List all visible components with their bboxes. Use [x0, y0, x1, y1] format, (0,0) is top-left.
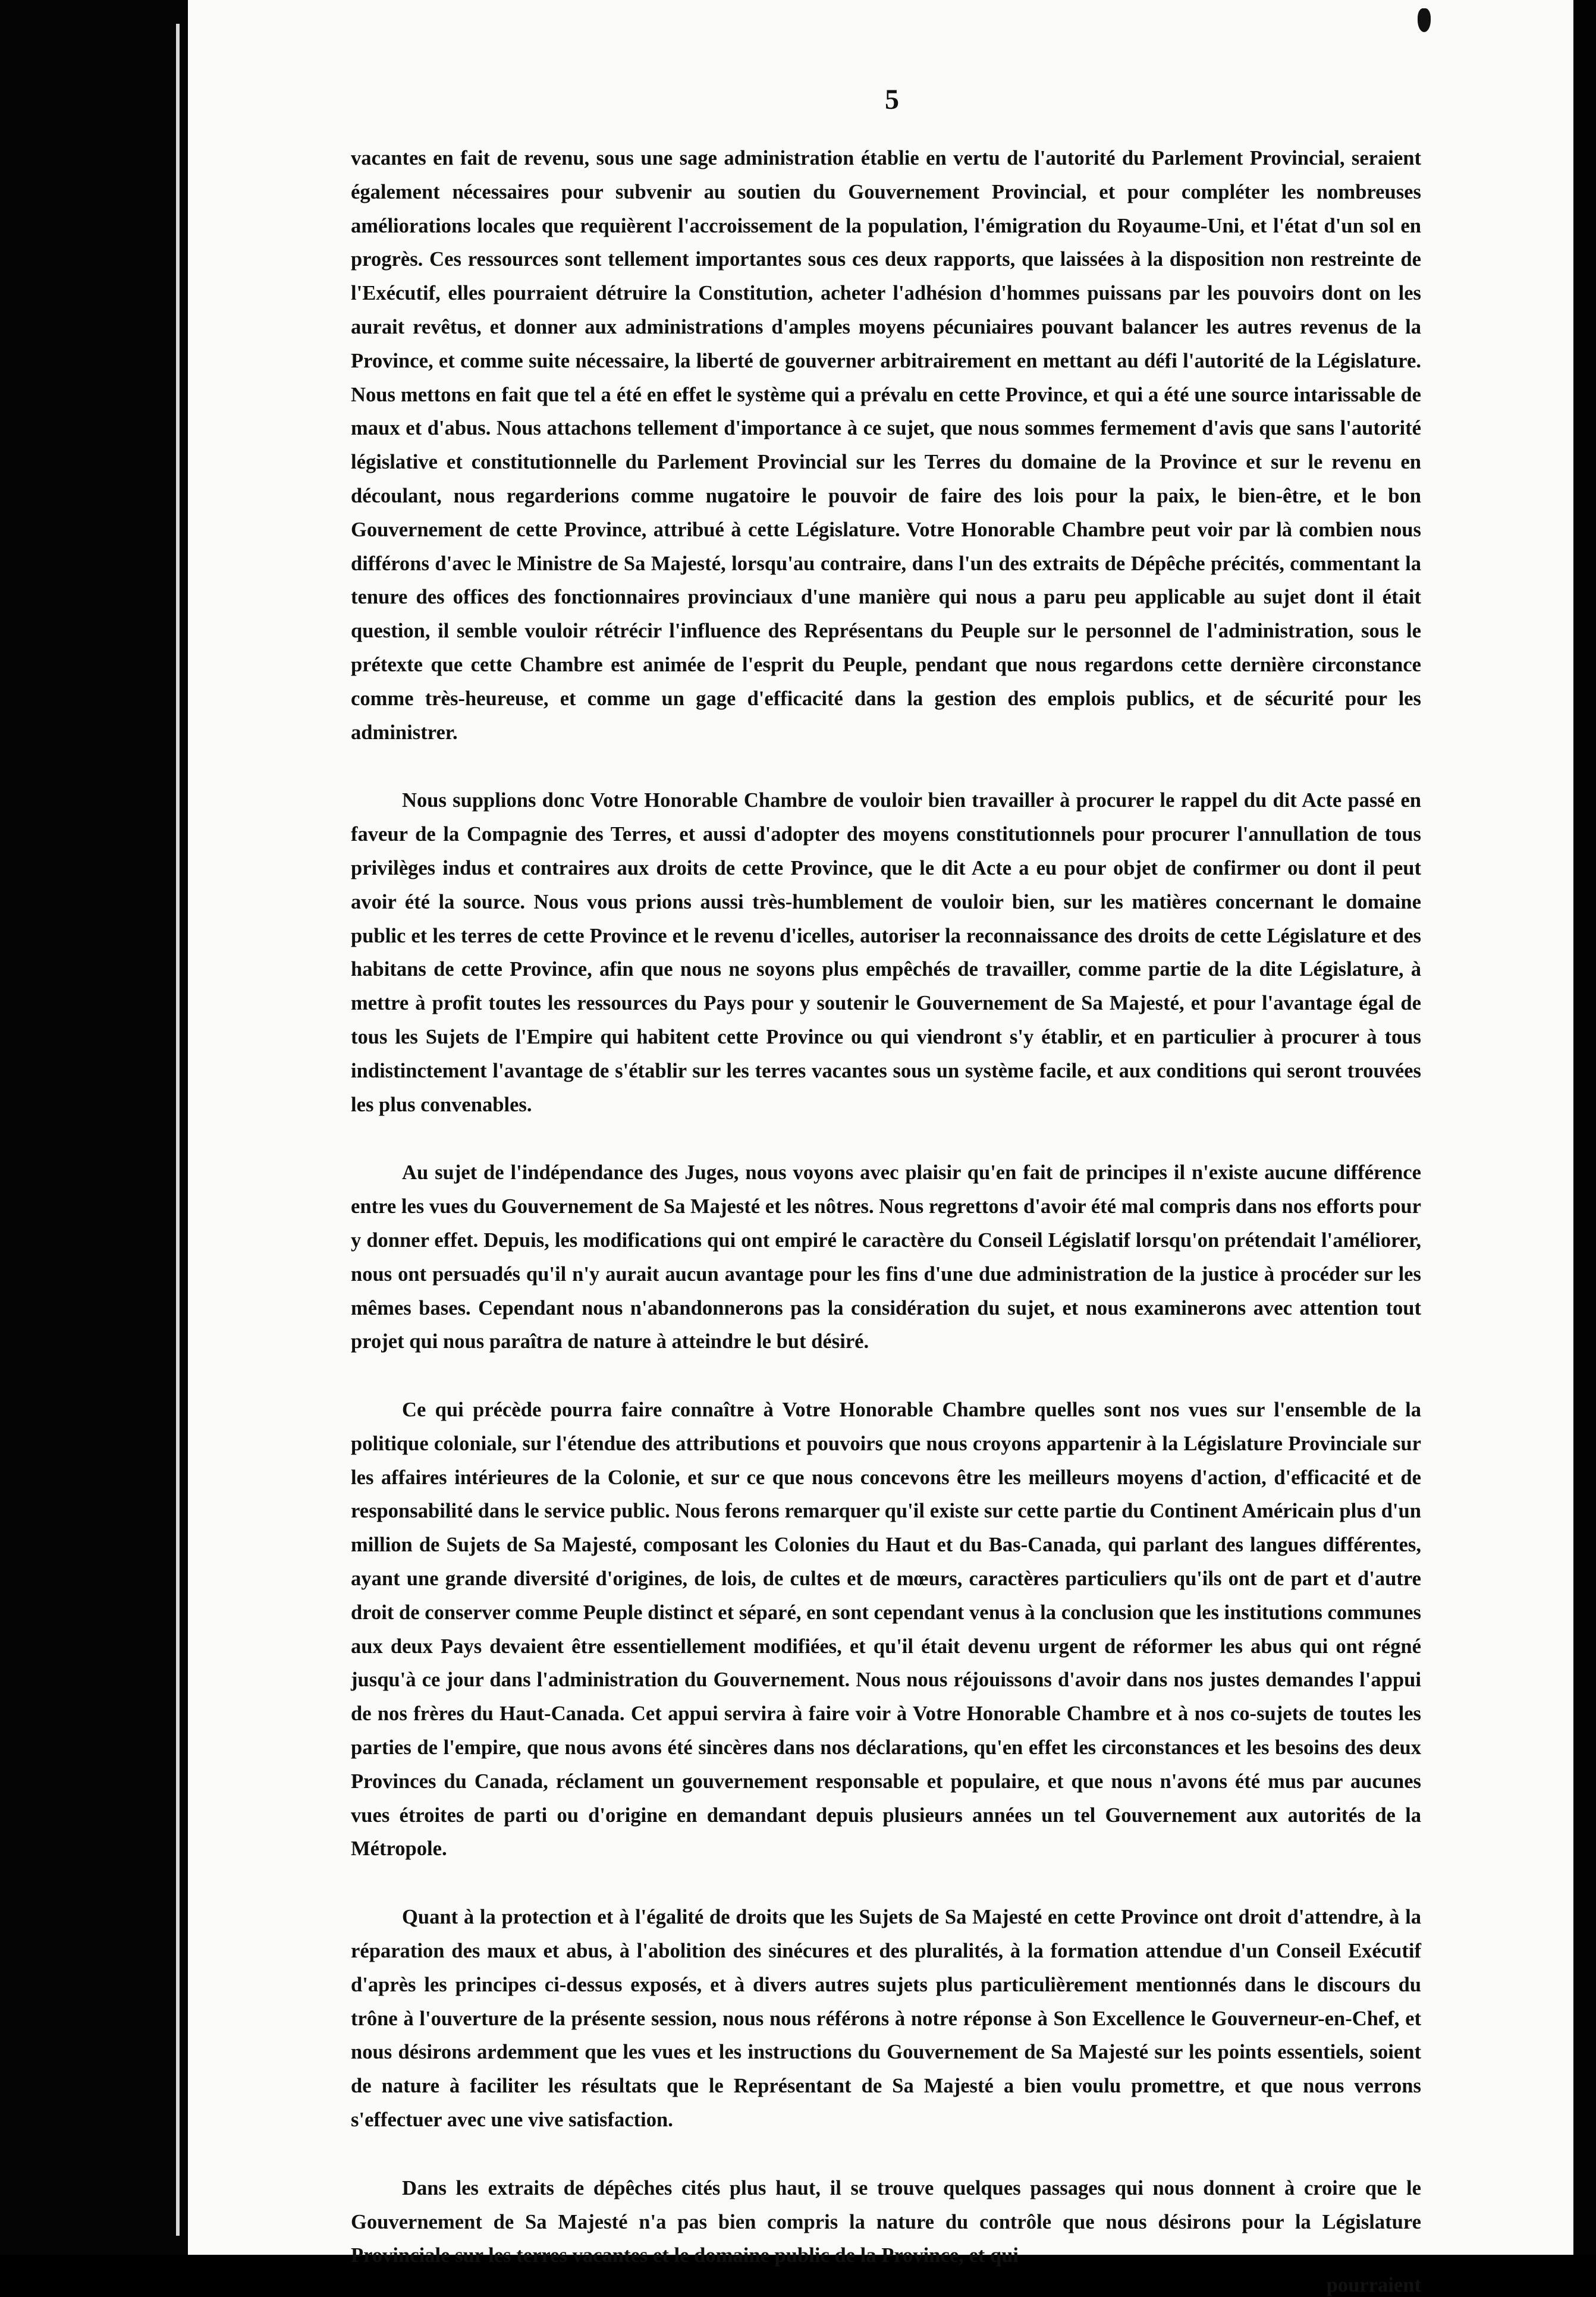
catchword: pourraient [1326, 2274, 1421, 2296]
text-column [351, 142, 1421, 2273]
page-number: 5 [885, 84, 899, 115]
paragraph: Quant à la protection et à l'égalité de droits que les Sujets de Sa Majesté en cette Province ont droit d'attendre, à la réparation des maux et abus, à l'abolition des sinécures et des pluralités, à la formation attendue d'un Conseil Exécutif d'après les principes ci-dessus exposés, et à divers autres sujets plus particulièrement mentionnés dans le discours du trône à l'ouverture de la présente session, nous nous référons à notre réponse à Son Excellence le Gouverneur-en-Chef, et nous désirons ardemment que les vues et les instructions du Gouvernement de Sa Majesté sur les points essentiels, soient de nature à faciliter les résultats que le Représentant de Sa Majesté a bien voulu promettre, et que nous verrons s'effectuer avec une vive satisfaction. [351, 1906, 1421, 2132]
paragraph: Dans les extraits de dépêches cités plus haut, il se trouve quelques passages qui nous donnent à croire que le Gouvernement de Sa Majesté n'a pas bien compris la nature du contrôle que nous désirons pour la Législature Provinciale sur les terres vacantes et le domaine public de la Province, et qui [351, 2176, 1421, 2267]
paragraph: Nous supplions donc Votre Honorable Chambre de vouloir bien travailler à procurer le rappel du dit Acte passé en faveur de la Compagnie des Terres, et aussi d'adopter des moyens constitutionnels pour procurer l'annullation de tous privilèges indus et contraires aux droits de cette Province, que le dit Acte a eu pour objet de confirmer ou dont il peut avoir été la source. Nous vous prions aussi très-humblement de vouloir bien, sur les matières concernant le domaine public et les terres de cette Province et le revenu d'icelles, autoriser la reconnaissance des droits de cette Législature et des habitans de cette Province, afin que nous ne soyons plus empêchés de travailler, comme partie de la dite Législature, à mettre à profit toutes les ressources du Pays pour y soutenir le Gouvernement de Sa Majesté, et pour l'avantage égal de tous les Sujets de l'Empire qui habitent cette Province ou qui viendront s'y établir, et en particulier à procurer à tous indistinctement l'avantage de s'établir sur les terres vacantes sous un système facile, et aux conditions qui seront trouvées les plus convenables. [351, 789, 1421, 1116]
scan-edge-line [176, 24, 180, 2236]
paragraph: Au sujet de l'indépendance des Juges, nous voyons avec plaisir qu'en fait de principes il n'existe aucune différence entre les vues du Gouvernement de Sa Majesté et les nôtres. Nous regrettons d'avoir été mal compris dans nos efforts pour y donner effet. Depuis, les modifications qui ont empiré le caractère du Conseil Législatif lorsqu'on prétendait l'améliorer, nous ont persuadés qu'il n'y aurait aucun avantage pour les fins d'une due administration de la justice à procéder sur les mêmes bases. Cependant nous n'abandonnerons pas la considération du sujet, et nous examinerons avec attention tout projet qui nous paraîtra de nature à atteindre le but désiré. [351, 1161, 1421, 1353]
scan-border-left [0, 0, 189, 2255]
ink-blot [1418, 8, 1431, 32]
paragraph: Ce qui précède pourra faire connaître à Votre Honorable Chambre quelles sont nos vues sur l'ensemble de la politique coloniale, sur l'étendue des attributions et pouvoirs que nous croyons appartenir à la Législature Provinciale sur les affaires intérieures de la Colonie, et sur ce que nous concevons être les meilleurs moyens d'action, d'efficacité et de responsabilité dans le service public. Nous ferons remarquer qu'il existe sur cette partie du Continent Américain plus d'un million de Sujets de Sa Majesté, composant les Colonies du Haut et du Bas-Canada, qui parlant des langues différentes, ayant une grande diversité d'origines, de lois, de cultes et de mœurs, caractères particuliers qu'ils ont de part et d'autre droit de conserver comme Peuple distinct et séparé, en sont cependant venus à la conclusion que les institutions communes aux deux Pays devaient être essentiellement modifiées, et qu'il était devenu urgent de réformer les abus qui ont régné jusqu'à ce jour dans l'administration du Gouvernement. Nous nous réjouissons d'avoir dans nos justes demandes l'appui de nos frères du Haut-Canada. Cet appui servira à faire voir à Votre Honorable Chambre et à nos co-sujets de toutes les parties de l'empire, que nous avons été sincères dans nos déclarations, qu'en effet les circonstances et les besoins des deux Provinces du Canada, réclament un gouvernement responsable et populaire, et que nous n'avons été mus par aucunes vues étroites de parti ou d'origine en demandant depuis plusieurs années un tel Gouvernement aux autorités de la Métropole. [351, 1399, 1421, 1861]
paragraph-continuation: vacantes en fait de revenu, sous une sage administration établie en vertu de l'autorité du Parlement Provincial, seraient également nécessaires pour subvenir au soutien du Gouvernement Provincial, et pour compléter les nombreuses améliorations locales que requièrent l'accroissement de la population, l'émigration du Royaume-Uni, et l'état d'un sol en progrès. Ces ressources sont tellement importantes sous ces deux rapports, que laissées à la disposition non restreinte de l'Exécutif, elles pourraient détruire la Constitution, acheter l'adhésion d'hommes puissans par les pouvoirs dont on les aurait revêtus, et donner aux administrations d'amples moyens pécuniaires pouvant balancer les autres revenus de la Province, et comme suite nécessaire, la liberté de gouverner arbitrairement en mettant au défi l'autorité de la Législature. Nous mettons en fait que tel a été en effet le système qui a prévalu en cette Province, et qui a été une source intarissable de maux et d'abus. Nous attachons tellement d'importance à ce sujet, que nous sommes fermement d'avis que sans l'autorité législative et constitutionnelle du Parlement Provincial sur les Terres du domaine de la Province et sur le revenu en découlant, nous regarderions comme nugatoire le pouvoir de faire des lois pour la paix, le bien-être, et le bon Gouvernement de cette Province, attribué à cette Législature. Votre Honorable Chambre peut voir par là combien nous différons d'avec le Ministre de Sa Majesté, lorsqu'au contraire, dans l'un des extraits de Dépêche précités, commentant la tenure des offices des fonctionnaires provinciaux d'une manière qui nous a paru peu applicable au sujet dont il était question, il semble vouloir rétrécir l'influence des Représentans du Peuple sur le personnel de l'administration, sous le prétexte que cette Chambre est animée de l'esprit du Peuple, pendant que nous regardons cette dernière circonstance comme très-heureuse, et comme un gage d'efficacité dans la gestion des emplois publics, et de sécurité pour les administrer. [351, 147, 1421, 744]
scan-border-right [1573, 0, 1596, 2255]
